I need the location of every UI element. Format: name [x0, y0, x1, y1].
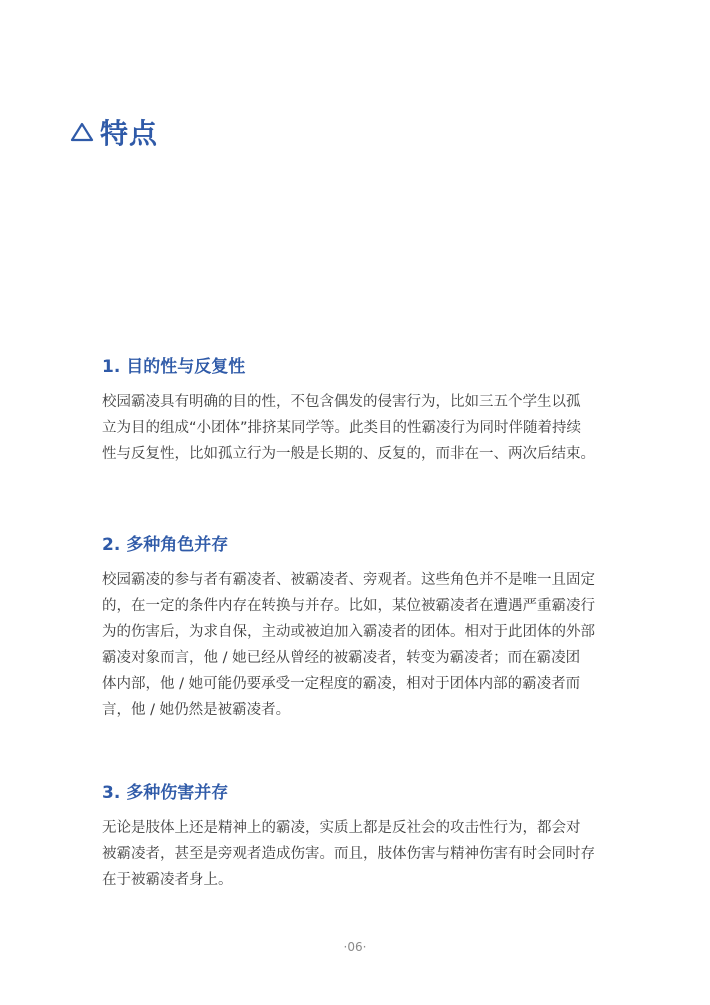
section-multiple-harms	[102, 781, 622, 893]
main-heading	[70, 112, 158, 152]
text-line: 体内部，他 / 她可能仍要承受一定程度的霸凌，相对于团体内部的霸凌者而	[102, 676, 581, 692]
section-body	[102, 815, 622, 893]
text-line: 言，他 / 她仍然是被霸凌者。	[102, 702, 291, 718]
text-line: 校园霸凌具有明确的目的性，不包含偶发的侵害行为，比如三五个学生以孤	[102, 394, 581, 410]
page-number: ·06·	[343, 940, 367, 954]
text-line: 被霸凌者，甚至是旁观者造成伤害。而且，肢体伤害与精神伤害有时会同时存	[102, 846, 595, 862]
text-line: 立为目的组成“小团体”排挤某同学等。此类目的性霸凌行为同时伴随着持续	[102, 420, 582, 436]
section-title: 1. 目的性与反复性	[102, 357, 246, 377]
text-line: 的，在一定的条件内存在转换与并存。比如，某位被霸凌者在遭遇严重霸凌行	[102, 598, 595, 614]
section-title: 2. 多种角色并存	[102, 535, 229, 555]
text-line: 无论是肢体上还是精神上的霸凌，实质上都是反社会的攻击性行为，都会对	[102, 820, 581, 836]
text-line: 为的伤害后，为求自保，主动或被迫加入霸凌者的团体。相对于此团体的外部	[102, 624, 595, 640]
page-title: 特点	[100, 117, 159, 150]
text-line: 校园霸凌的参与者有霸凌者、被霸凌者、旁观者。这些角色并不是唯一且固定	[102, 572, 595, 588]
text-line: 在于被霸凌者身上。	[102, 872, 233, 888]
section-body	[102, 389, 622, 467]
triangle-icon	[70, 121, 94, 143]
section-body	[102, 567, 622, 723]
section-title: 3. 多种伤害并存	[102, 783, 229, 803]
text-line: 霸凌对象而言，他 / 她已经从曾经的被霸凌者，转变为霸凌者；而在霸凌团	[102, 650, 581, 666]
section-multiple-roles	[102, 533, 622, 723]
section-purpose-repetition	[102, 355, 622, 467]
text-line: 性与反复性，比如孤立行为一般是长期的、反复的，而非在一、两次后结束。	[102, 446, 595, 462]
